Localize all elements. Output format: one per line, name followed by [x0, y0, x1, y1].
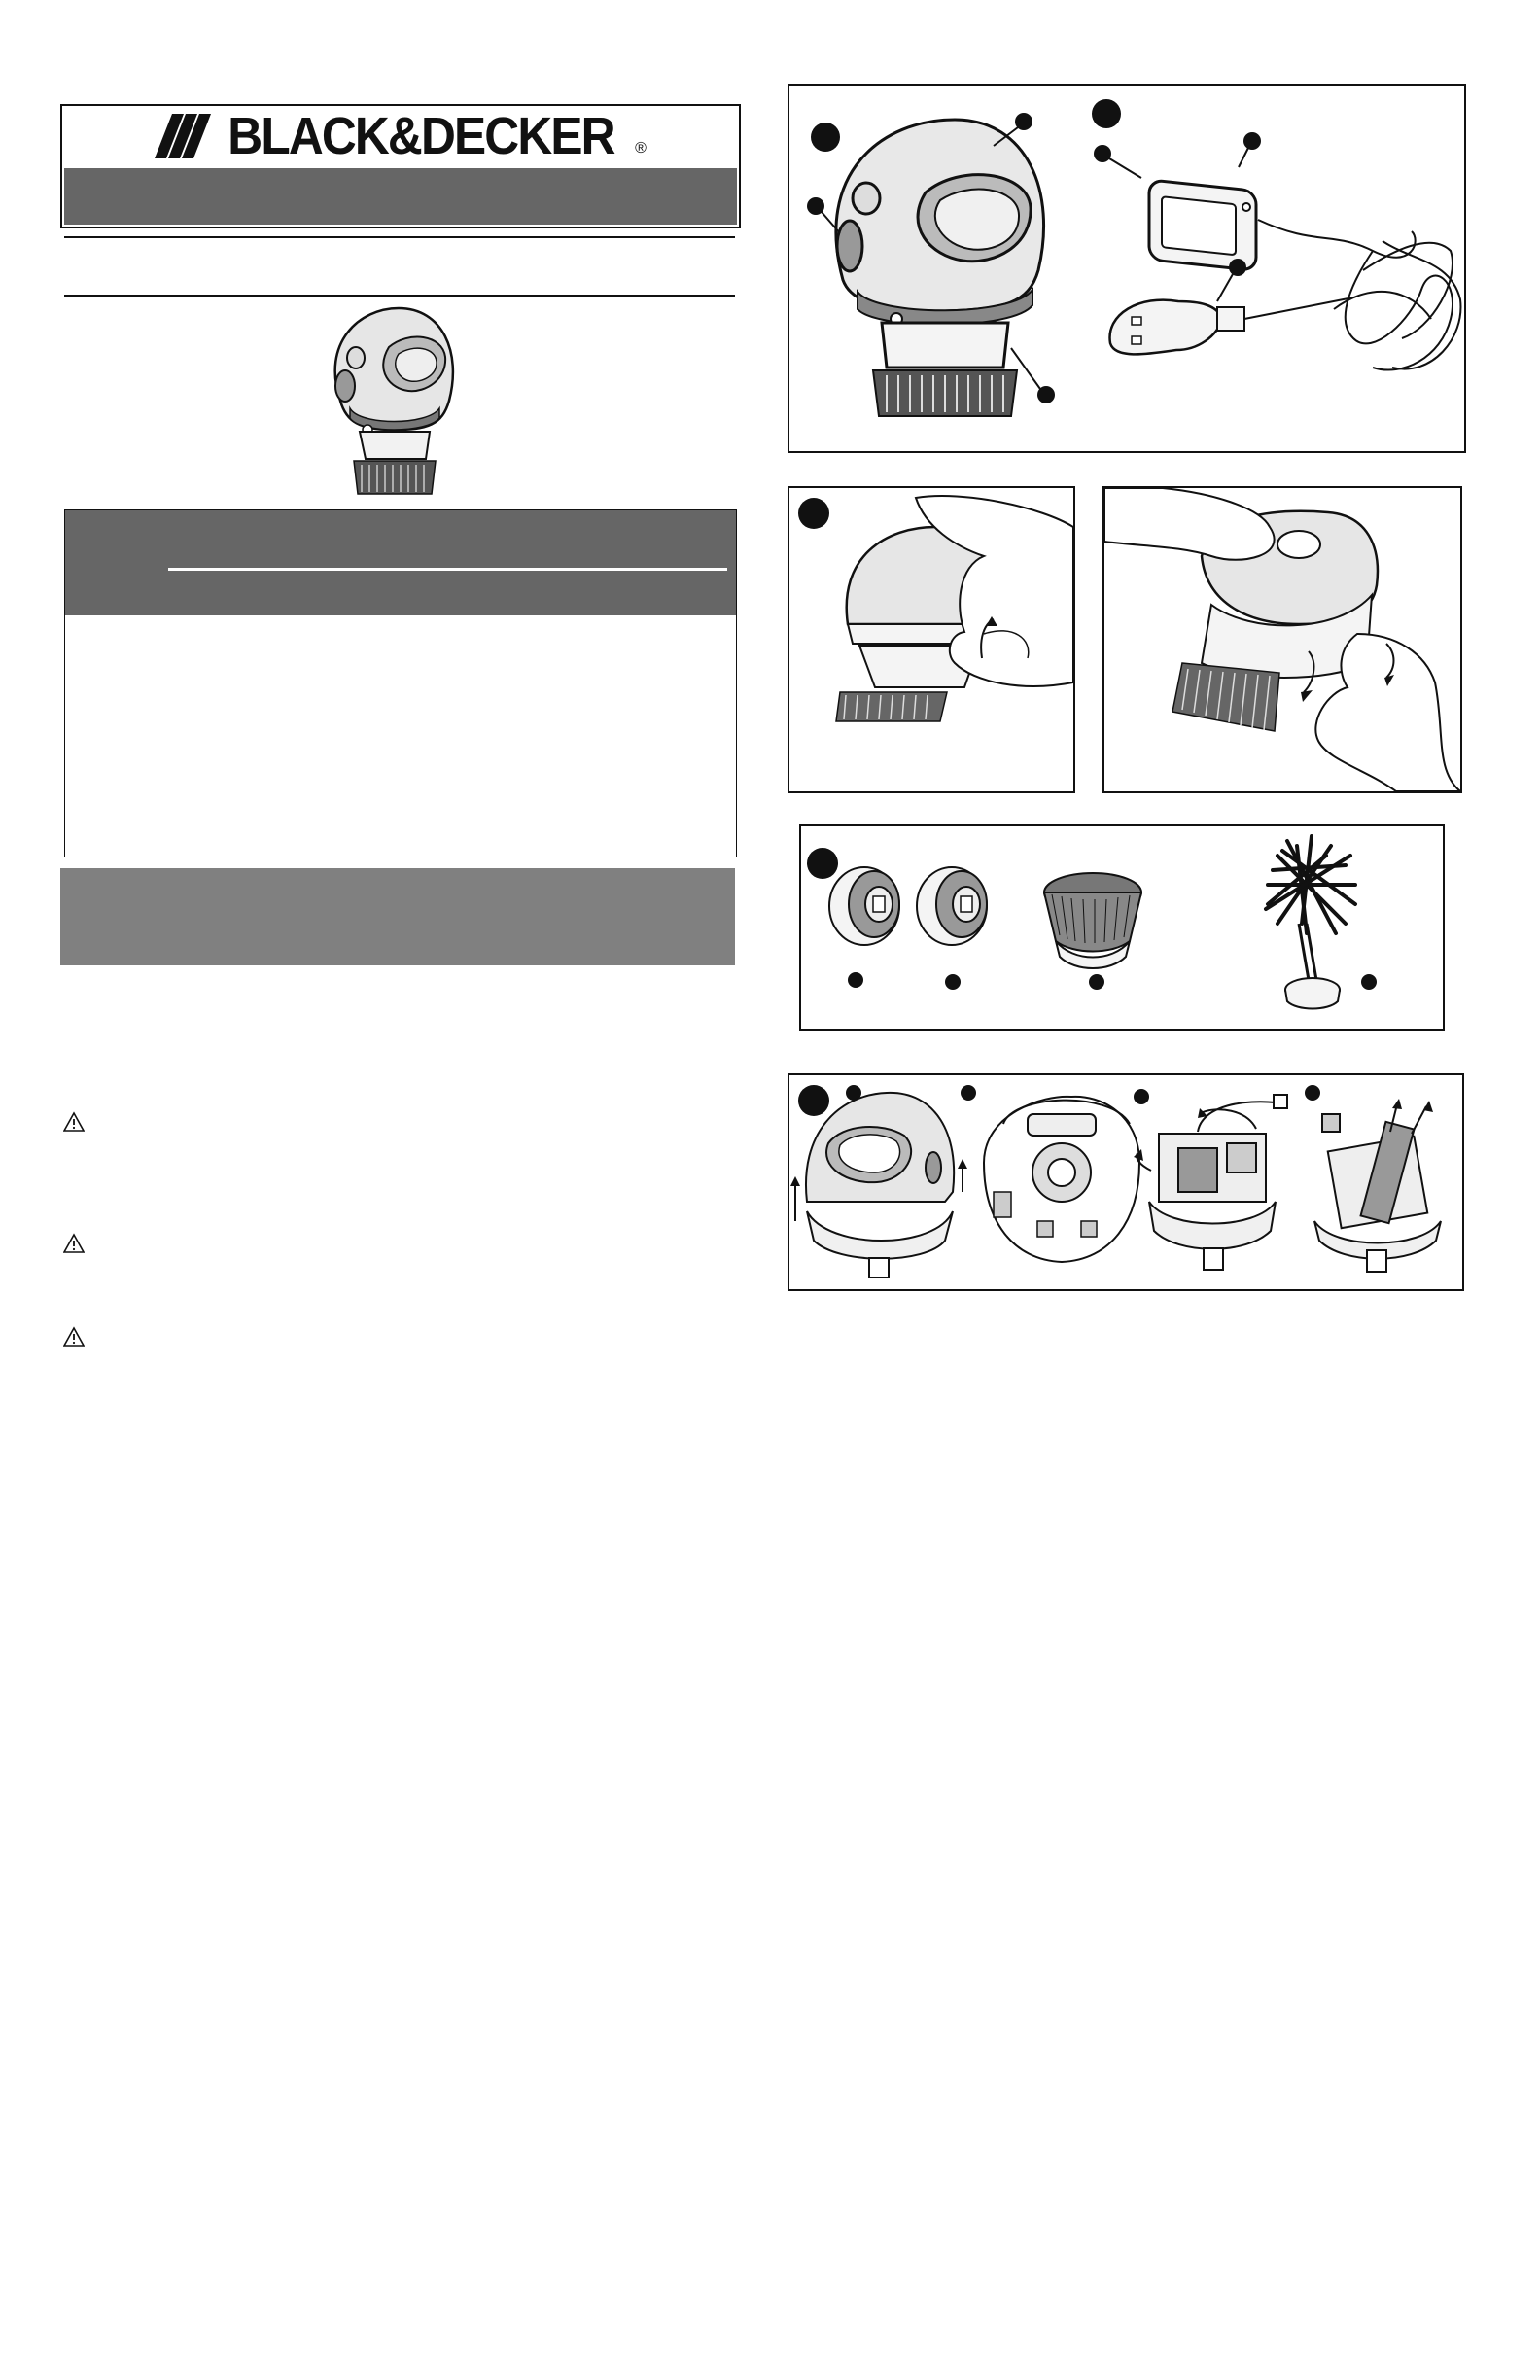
hand-step-1-illustration — [789, 488, 1073, 791]
divider-rule — [64, 295, 735, 297]
hand-step-2-illustration — [1104, 488, 1460, 791]
figure-hand-step-1 — [788, 486, 1075, 793]
warning-header-rule — [168, 568, 727, 571]
figure-tool-and-charger — [788, 84, 1466, 453]
section-header-band — [60, 868, 735, 965]
brand-header — [60, 104, 741, 228]
safety-warning-box — [64, 509, 737, 858]
figure-brush-heads — [799, 824, 1445, 1031]
divider-rule — [64, 236, 735, 238]
warning-header-band — [65, 510, 736, 615]
warning-triangle-icon — [63, 1233, 85, 1254]
figure-disassembly — [788, 1073, 1464, 1291]
product-illustration — [321, 303, 467, 498]
warning-triangle-icon — [63, 1326, 85, 1348]
logo-stripes-icon — [155, 114, 211, 158]
brand-logo — [62, 106, 739, 166]
warning-triangle-icon — [63, 1111, 85, 1133]
brush-heads-illustration — [801, 826, 1443, 1029]
tool-and-charger-illustration — [789, 86, 1464, 451]
registered-mark: ® — [635, 140, 647, 157]
figure-hand-step-2 — [1102, 486, 1462, 793]
title-band — [64, 168, 737, 225]
brand-name: BLACK&DECKER — [228, 107, 614, 165]
disassembly-illustration — [789, 1075, 1462, 1289]
